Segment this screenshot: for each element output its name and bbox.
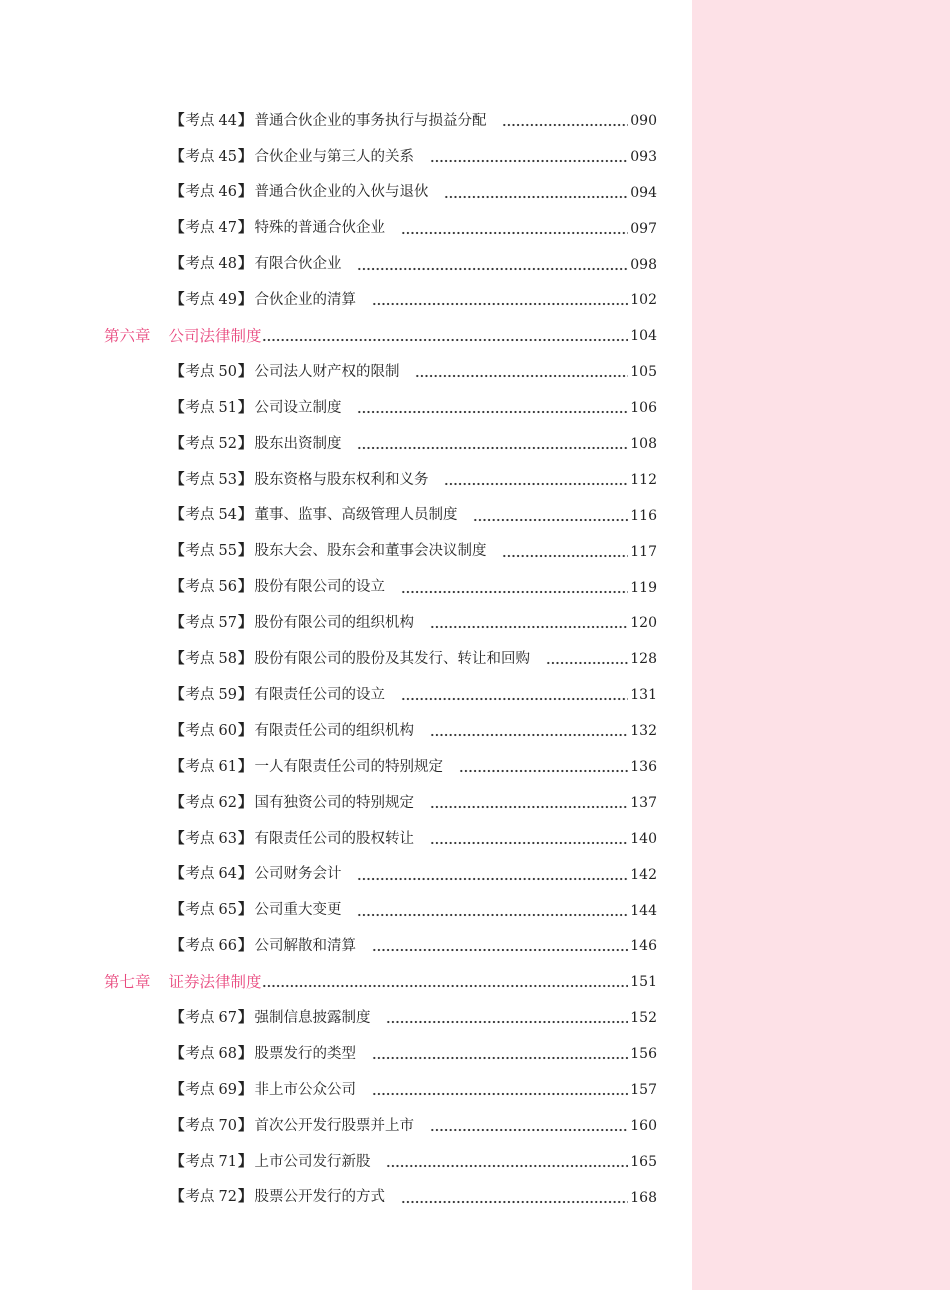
entry-prefix: 考点	[185, 292, 215, 309]
page-number: 152	[630, 1010, 657, 1027]
bracket-close: 】	[237, 1008, 253, 1026]
bracket-open: 【	[170, 255, 185, 273]
bracket-close: 】	[237, 398, 253, 416]
entry-title: 公司解散和清算	[254, 938, 356, 955]
entry-prefix: 考点	[185, 938, 215, 955]
toc-entry-58[interactable]	[0, 641, 692, 677]
page-number: 102	[630, 292, 657, 309]
entry-number: 45	[218, 148, 237, 165]
bracket-close: 】	[237, 147, 253, 165]
page-number: 131	[630, 687, 657, 704]
dot-leader	[372, 1046, 628, 1060]
toc-entry-61[interactable]	[0, 749, 692, 785]
entry-title: 特殊的普通合伙企业	[254, 220, 385, 237]
bracket-open: 【	[170, 434, 185, 452]
entry-prefix: 考点	[185, 435, 215, 452]
bracket-close: 】	[237, 111, 253, 129]
dot-leader	[357, 867, 628, 881]
chapter-title: 公司法律制度	[168, 326, 262, 345]
bracket-close: 】	[237, 757, 253, 775]
entry-number: 72	[218, 1189, 237, 1206]
page-number: 105	[630, 364, 657, 381]
entry-prefix: 考点	[185, 1117, 215, 1134]
dot-leader	[430, 831, 628, 845]
entry-number: 51	[218, 399, 237, 416]
dot-leader	[372, 292, 628, 306]
entry-number: 67	[218, 1009, 237, 1026]
toc-entry-69[interactable]	[0, 1072, 692, 1108]
bracket-open: 【	[170, 183, 185, 201]
page-number: 097	[630, 220, 657, 237]
page-number: 136	[630, 758, 657, 775]
bracket-close: 】	[237, 1116, 253, 1134]
entry-title: 股东资格与股东权利和义务	[254, 471, 429, 488]
dot-leader	[262, 328, 629, 342]
entry-prefix: 考点	[185, 1081, 215, 1098]
entry-prefix: 考点	[185, 902, 215, 919]
dot-leader	[357, 400, 628, 414]
dot-leader	[459, 759, 628, 773]
bracket-close: 】	[237, 650, 253, 668]
toc-entry-64[interactable]	[0, 857, 692, 893]
entry-number: 56	[218, 579, 237, 596]
entry-title: 普通合伙企业的事务执行与损益分配	[254, 112, 487, 129]
entry-prefix: 考点	[185, 722, 215, 739]
page-number: 144	[630, 902, 657, 919]
dot-leader	[444, 472, 628, 486]
bracket-open: 【	[170, 1188, 185, 1206]
bracket-open: 【	[170, 362, 185, 380]
entry-number: 70	[218, 1117, 237, 1134]
entry-prefix: 考点	[185, 830, 215, 847]
bracket-close: 】	[237, 685, 253, 703]
entry-prefix: 考点	[185, 399, 215, 416]
dot-leader	[401, 221, 628, 235]
entry-prefix: 考点	[185, 471, 215, 488]
bracket-open: 【	[170, 937, 185, 955]
entry-title: 公司重大变更	[254, 902, 342, 919]
page-number: 128	[630, 651, 657, 668]
bracket-open: 【	[170, 1116, 185, 1134]
bracket-close: 】	[237, 255, 253, 273]
toc-entry-47[interactable]	[0, 211, 692, 247]
bracket-open: 【	[170, 542, 185, 560]
page-number: 098	[630, 256, 657, 273]
dot-leader	[401, 687, 628, 701]
toc-entry-63[interactable]	[0, 821, 692, 857]
entry-title: 股份有限公司的设立	[254, 579, 385, 596]
page-number: 117	[630, 543, 657, 560]
bracket-close: 】	[237, 219, 253, 237]
entry-title: 公司法人财产权的限制	[254, 363, 400, 380]
entry-number: 71	[218, 1153, 237, 1170]
toc-entry-55[interactable]	[0, 534, 692, 570]
bracket-open: 【	[170, 1008, 185, 1026]
side-color-band	[692, 0, 950, 1290]
toc-entry-56[interactable]	[0, 570, 692, 606]
bracket-close: 】	[237, 434, 253, 452]
entry-title: 股票公开发行的方式	[254, 1189, 385, 1206]
dot-leader	[415, 364, 628, 378]
entry-prefix: 考点	[185, 256, 215, 273]
dot-leader	[473, 508, 628, 522]
entry-number: 48	[218, 256, 237, 273]
page-number: 120	[630, 615, 657, 632]
page-number: 142	[630, 866, 657, 883]
entry-title: 公司财务会计	[254, 866, 342, 883]
entry-prefix: 考点	[185, 363, 215, 380]
page-number: 116	[630, 507, 657, 524]
chapter-number: 第六章	[104, 326, 151, 345]
entry-prefix: 考点	[185, 507, 215, 524]
bracket-close: 】	[237, 1152, 253, 1170]
entry-prefix: 考点	[185, 1153, 215, 1170]
entry-title: 上市公司发行新股	[254, 1153, 371, 1170]
bracket-close: 】	[237, 614, 253, 632]
dot-leader	[386, 1010, 628, 1024]
entry-title: 有限责任公司的设立	[254, 686, 385, 703]
bracket-open: 【	[170, 147, 185, 165]
bracket-close: 】	[237, 183, 253, 201]
toc-entry-53[interactable]	[0, 462, 692, 498]
entry-title: 普通合伙企业的入伙与退伙	[254, 184, 429, 201]
bracket-open: 【	[170, 578, 185, 596]
bracket-close: 】	[237, 506, 253, 524]
entry-title: 公司设立制度	[254, 399, 342, 416]
bracket-close: 】	[237, 865, 253, 883]
entry-title: 股东出资制度	[254, 435, 342, 452]
dot-leader	[430, 615, 628, 629]
entry-number: 46	[218, 184, 237, 201]
entry-number: 44	[218, 112, 237, 129]
entry-prefix: 考点	[185, 651, 215, 668]
entry-title: 一人有限责任公司的特别规定	[254, 758, 443, 775]
toc-entry-51[interactable]	[0, 390, 692, 426]
toc-entry-45[interactable]	[0, 139, 692, 175]
entry-prefix: 考点	[185, 615, 215, 632]
entry-number: 63	[218, 830, 237, 847]
page-number: 146	[630, 938, 657, 955]
toc-entry-44[interactable]	[0, 103, 692, 139]
dot-leader	[430, 795, 628, 809]
entry-number: 50	[218, 363, 237, 380]
toc-entry-50[interactable]	[0, 354, 692, 390]
dot-leader	[262, 974, 629, 988]
toc-chapter-6[interactable]	[0, 318, 692, 354]
bracket-close: 】	[237, 793, 253, 811]
dot-leader	[444, 185, 628, 199]
chapter-number: 第七章	[104, 972, 151, 991]
page-number: 094	[630, 184, 657, 201]
entry-prefix: 考点	[185, 148, 215, 165]
entry-number: 47	[218, 220, 237, 237]
bracket-open: 【	[170, 829, 185, 847]
bracket-open: 【	[170, 1080, 185, 1098]
bracket-open: 【	[170, 506, 185, 524]
bracket-open: 【	[170, 757, 185, 775]
toc-entry-66[interactable]	[0, 928, 692, 964]
entry-number: 53	[218, 471, 237, 488]
bracket-open: 【	[170, 111, 185, 129]
chapter-title: 证券法律制度	[168, 972, 262, 991]
bracket-open: 【	[170, 865, 185, 883]
dot-leader	[430, 149, 628, 163]
entry-title: 股份有限公司的股份及其发行、转让和回购	[254, 651, 530, 668]
toc-chapter-24[interactable]	[0, 964, 692, 1000]
entry-title: 非上市公众公司	[254, 1081, 356, 1098]
entry-number: 60	[218, 722, 237, 739]
entry-title: 合伙企业的清算	[254, 292, 356, 309]
entry-number: 61	[218, 758, 237, 775]
bracket-close: 】	[237, 578, 253, 596]
page-number: 108	[630, 435, 657, 452]
bracket-open: 【	[170, 398, 185, 416]
page-number: 104	[630, 328, 657, 345]
dot-leader	[502, 544, 628, 558]
entry-prefix: 考点	[185, 758, 215, 775]
entry-number: 52	[218, 435, 237, 452]
entry-number: 64	[218, 866, 237, 883]
entry-prefix: 考点	[185, 866, 215, 883]
dot-leader	[430, 723, 628, 737]
entry-prefix: 考点	[185, 686, 215, 703]
toc-entry-52[interactable]	[0, 426, 692, 462]
entry-prefix: 考点	[185, 1189, 215, 1206]
toc-entry-60[interactable]	[0, 713, 692, 749]
bracket-open: 【	[170, 1152, 185, 1170]
page-number: 165	[630, 1153, 657, 1170]
toc-entry-48[interactable]	[0, 247, 692, 283]
page-number: 119	[630, 579, 657, 596]
entry-title: 股份有限公司的组织机构	[254, 615, 414, 632]
page-number: 132	[630, 723, 657, 740]
entry-number: 68	[218, 1045, 237, 1062]
toc-entry-46[interactable]	[0, 175, 692, 211]
page-number: 168	[630, 1189, 657, 1206]
bracket-close: 】	[237, 1188, 253, 1206]
entry-number: 57	[218, 615, 237, 632]
toc-entry-67[interactable]	[0, 1000, 692, 1036]
dot-leader	[357, 257, 628, 271]
entry-title: 董事、监事、高级管理人员制度	[254, 507, 458, 524]
entry-number: 58	[218, 651, 237, 668]
dot-leader	[401, 580, 628, 594]
entry-number: 69	[218, 1081, 237, 1098]
page-number: 112	[630, 471, 657, 488]
entry-prefix: 考点	[185, 220, 215, 237]
dot-leader	[401, 1190, 628, 1204]
dot-leader	[372, 1082, 628, 1096]
bracket-open: 【	[170, 721, 185, 739]
page-number: 157	[630, 1081, 657, 1098]
toc-entry-65[interactable]	[0, 893, 692, 929]
dot-leader	[357, 436, 628, 450]
entry-title: 股东大会、股东会和董事会决议制度	[254, 543, 487, 560]
entry-title: 首次公开发行股票并上市	[254, 1117, 414, 1134]
bracket-close: 】	[237, 291, 253, 309]
toc-entry-62[interactable]	[0, 785, 692, 821]
bracket-open: 【	[170, 650, 185, 668]
dot-leader	[357, 903, 628, 917]
entry-number: 54	[218, 507, 237, 524]
dot-leader	[502, 113, 628, 127]
entry-title: 有限责任公司的组织机构	[254, 722, 414, 739]
page-number: 140	[630, 830, 657, 847]
bracket-open: 【	[170, 219, 185, 237]
bracket-close: 】	[237, 1080, 253, 1098]
entry-prefix: 考点	[185, 1009, 215, 1026]
dot-leader	[546, 651, 628, 665]
page-number: 106	[630, 400, 657, 417]
toc-entry-71[interactable]	[0, 1144, 692, 1180]
bracket-close: 】	[237, 470, 253, 488]
bracket-close: 】	[237, 1044, 253, 1062]
bracket-open: 【	[170, 291, 185, 309]
entry-number: 49	[218, 292, 237, 309]
toc-entry-49[interactable]	[0, 282, 692, 318]
entry-prefix: 考点	[185, 112, 215, 129]
entry-title: 有限合伙企业	[254, 256, 342, 273]
entry-prefix: 考点	[185, 1045, 215, 1062]
page-number: 090	[630, 112, 657, 129]
page-number: 156	[630, 1046, 657, 1063]
bracket-close: 】	[237, 829, 253, 847]
dot-leader	[372, 938, 628, 952]
bracket-close: 】	[237, 362, 253, 380]
entry-prefix: 考点	[185, 794, 215, 811]
toc-entry-68[interactable]	[0, 1036, 692, 1072]
table-of-contents	[0, 103, 692, 1216]
page-number: 093	[630, 148, 657, 165]
bracket-open: 【	[170, 793, 185, 811]
bracket-close: 】	[237, 721, 253, 739]
entry-title: 国有独资公司的特别规定	[254, 794, 414, 811]
bracket-open: 【	[170, 470, 185, 488]
entry-title: 合伙企业与第三人的关系	[254, 148, 414, 165]
page-number: 160	[630, 1117, 657, 1134]
bracket-close: 】	[237, 901, 253, 919]
dot-leader	[386, 1154, 628, 1168]
bracket-close: 】	[237, 937, 253, 955]
page-number: 151	[630, 974, 657, 991]
entry-prefix: 考点	[185, 543, 215, 560]
toc-entry-54[interactable]	[0, 498, 692, 534]
entry-number: 59	[218, 686, 237, 703]
dot-leader	[430, 1118, 628, 1132]
toc-entry-57[interactable]	[0, 605, 692, 641]
bracket-open: 【	[170, 614, 185, 632]
toc-entry-70[interactable]	[0, 1108, 692, 1144]
entry-number: 55	[218, 543, 237, 560]
bracket-close: 】	[237, 542, 253, 560]
page-number: 137	[630, 794, 657, 811]
entry-title: 股票发行的类型	[254, 1045, 356, 1062]
entry-number: 65	[218, 902, 237, 919]
entry-number: 62	[218, 794, 237, 811]
entry-title: 强制信息披露制度	[254, 1009, 371, 1026]
bracket-open: 【	[170, 901, 185, 919]
bracket-open: 【	[170, 685, 185, 703]
toc-entry-72[interactable]	[0, 1180, 692, 1216]
entry-number: 66	[218, 938, 237, 955]
entry-prefix: 考点	[185, 579, 215, 596]
toc-entry-59[interactable]	[0, 677, 692, 713]
entry-title: 有限责任公司的股权转让	[254, 830, 414, 847]
bracket-open: 【	[170, 1044, 185, 1062]
entry-prefix: 考点	[185, 184, 215, 201]
